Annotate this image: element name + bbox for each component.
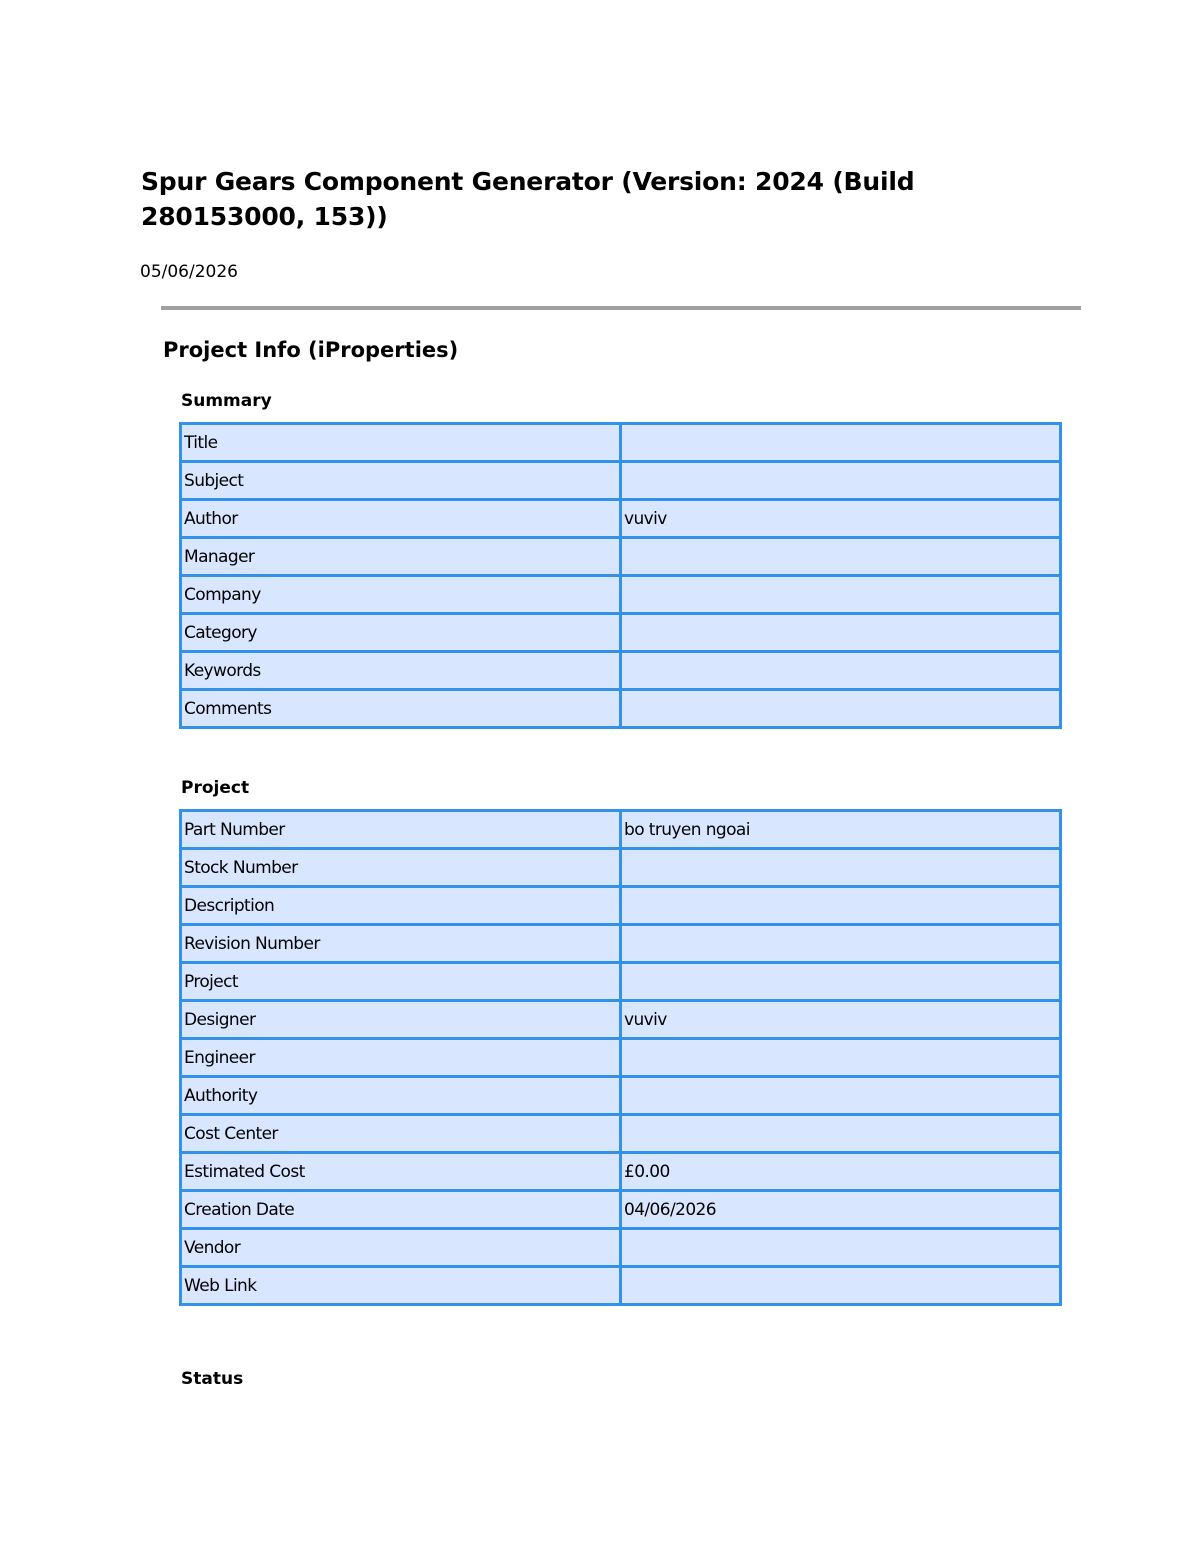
property-value (621, 1229, 1061, 1267)
table-row (181, 1077, 1061, 1115)
table-row (181, 690, 1061, 728)
property-value (621, 1039, 1061, 1077)
table-row (181, 925, 1061, 963)
property-label: Vendor (181, 1229, 621, 1267)
property-value (621, 652, 1061, 690)
table-row (181, 424, 1061, 462)
property-label: Creation Date (181, 1191, 621, 1229)
property-value (621, 925, 1061, 963)
property-label: Part Number (181, 811, 621, 849)
property-value: vuviv (621, 500, 1061, 538)
property-value (621, 614, 1061, 652)
table-row (181, 963, 1061, 1001)
property-label: Comments (181, 690, 621, 728)
property-label: Keywords (181, 652, 621, 690)
status-heading: Status (181, 1369, 244, 1389)
property-label: Project (181, 963, 621, 1001)
property-value: £0.00 (621, 1153, 1061, 1191)
table-row (181, 1267, 1061, 1305)
property-label: Cost Center (181, 1115, 621, 1153)
property-value (621, 963, 1061, 1001)
table-row (181, 1153, 1061, 1191)
table-row (181, 811, 1061, 849)
property-value (621, 690, 1061, 728)
table-row (181, 1115, 1061, 1153)
property-label: Authority (181, 1077, 621, 1115)
project-table (179, 809, 1062, 1306)
property-label: Designer (181, 1001, 621, 1039)
property-label: Category (181, 614, 621, 652)
document-title: Spur Gears Component Generator (Version: 2024 (Build 280153000, 153)) (141, 167, 915, 231)
table-row (181, 1001, 1061, 1039)
property-value: vuviv (621, 1001, 1061, 1039)
project-info-heading: Project Info (iProperties) (163, 338, 459, 362)
property-label: Description (181, 887, 621, 925)
property-label: Company (181, 576, 621, 614)
table-row (181, 887, 1061, 925)
table-row (181, 849, 1061, 887)
table-row (181, 1039, 1061, 1077)
table-row (181, 500, 1061, 538)
property-value (621, 1077, 1061, 1115)
property-value (621, 1267, 1061, 1305)
property-label: Revision Number (181, 925, 621, 963)
property-label: Manager (181, 538, 621, 576)
property-label: Author (181, 500, 621, 538)
property-value: bo truyen ngoai (621, 811, 1061, 849)
property-label: Title (181, 424, 621, 462)
property-value (621, 576, 1061, 614)
table-row (181, 462, 1061, 500)
table-row (181, 538, 1061, 576)
property-label: Subject (181, 462, 621, 500)
summary-heading: Summary (181, 391, 272, 411)
project-heading: Project (181, 778, 250, 798)
property-value (621, 538, 1061, 576)
property-label: Engineer (181, 1039, 621, 1077)
property-label: Stock Number (181, 849, 621, 887)
property-value: 04/06/2026 (621, 1191, 1061, 1229)
table-row (181, 576, 1061, 614)
table-row (181, 652, 1061, 690)
property-value (621, 887, 1061, 925)
table-row (181, 1191, 1061, 1229)
property-label: Web Link (181, 1267, 621, 1305)
horizontal-divider (161, 306, 1081, 310)
document-date: 05/06/2026 (140, 262, 238, 282)
property-label: Estimated Cost (181, 1153, 621, 1191)
property-value (621, 462, 1061, 500)
table-row (181, 614, 1061, 652)
property-value (621, 849, 1061, 887)
property-value (621, 424, 1061, 462)
table-row (181, 1229, 1061, 1267)
property-value (621, 1115, 1061, 1153)
summary-table (179, 422, 1062, 729)
